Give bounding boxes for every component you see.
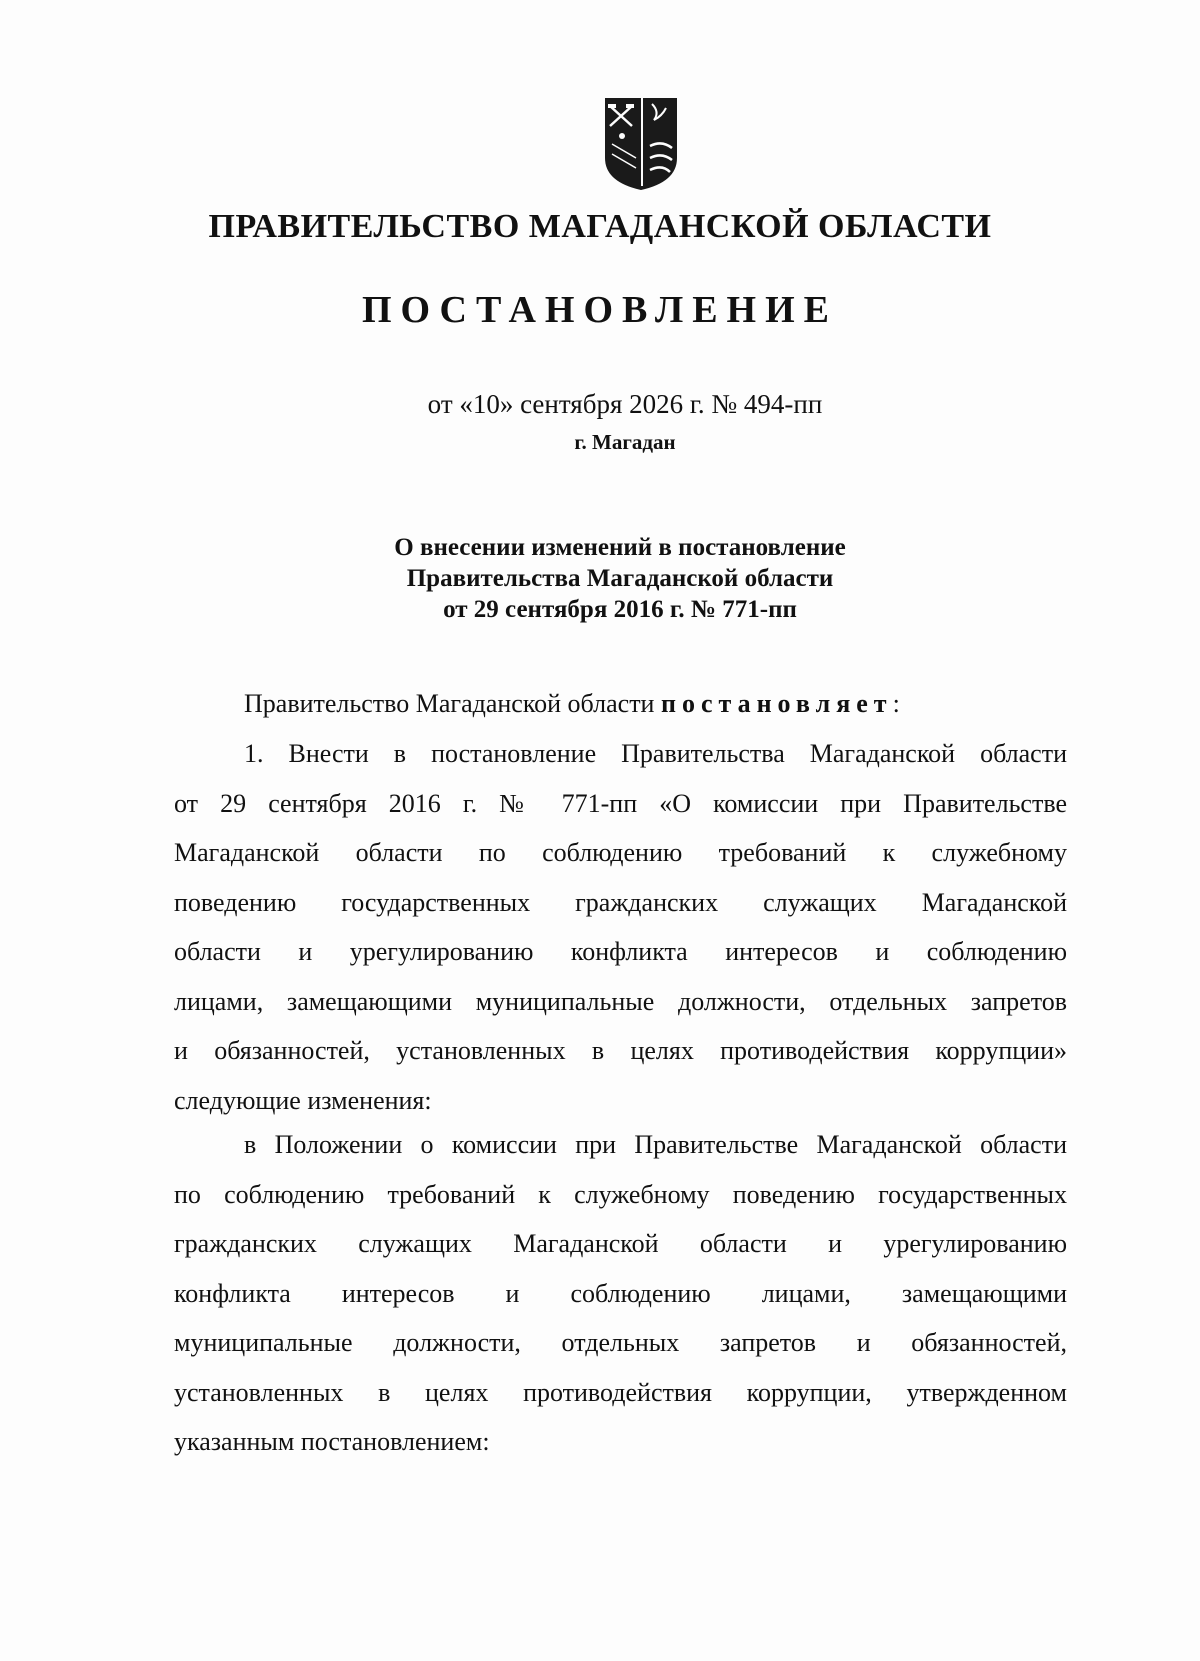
preamble	[244, 689, 900, 719]
paragraph-line: от 29 сентября 2016 г. № 771-пп «О комиссии при Правительстве	[174, 788, 1067, 818]
document-type-heading: ПОСТАНОВЛЕНИЕ	[361, 289, 839, 331]
subject-line: Правительства Магаданской области	[406, 565, 834, 592]
paragraph-2	[174, 1120, 1067, 1467]
paragraph-line: гражданских служащих Магаданской области и урегулированию	[174, 1229, 1067, 1258]
paragraph-line: 1. Внести в постановление Правительства Магаданской области	[244, 739, 1067, 768]
preamble-end: :	[892, 689, 900, 718]
magadan-coat-of-arms-icon	[602, 96, 680, 192]
paragraph-line: лицами, замещающими муниципальные должности, отдельных запретов	[174, 986, 1067, 1016]
paragraph-line: в Положении о комиссии при Правительстве Магаданской области	[244, 1130, 1067, 1159]
preamble-verb: постановляет	[660, 689, 893, 718]
paragraph-line: по соблюдению требований к служебному поведению государственных	[174, 1179, 1067, 1209]
paragraph-line: области и урегулированию конфликта интересов и соблюдению	[174, 937, 1067, 966]
paragraph-line: и обязанностей, установленных в целях противодействия коррупции»	[174, 1036, 1067, 1065]
paragraph-line: установленных в целях противодействия коррупции, утвержденном	[174, 1377, 1067, 1407]
paragraph-line: Магаданской области по соблюдению требований к служебному	[174, 838, 1067, 867]
document-subject	[0, 532, 1200, 625]
paragraph-line: поведению государственных гражданских служащих Магаданской	[174, 887, 1067, 917]
preamble-text: Правительство Магаданской области	[244, 689, 661, 718]
paragraph-line: следующие изменения:	[174, 1085, 432, 1115]
subject-line: от 29 сентября 2016 г. № 771-пп	[443, 596, 797, 623]
document-city: г. Магадан	[574, 430, 676, 454]
subject-line: О внесении изменений в постановление	[394, 534, 846, 561]
paragraph-line: муниципальные должности, отдельных запретов и обязанностей,	[174, 1328, 1067, 1357]
document-date-number: от «10» сентября 2026 г. № 494-пп	[427, 389, 823, 419]
organization-title: ПРАВИТЕЛЬСТВО МАГАДАНСКОЙ ОБЛАСТИ	[208, 208, 992, 245]
paragraph-line: указанным постановлением:	[174, 1427, 490, 1456]
paragraph-line: конфликта интересов и соблюдению лицами, замещающими	[174, 1278, 1067, 1308]
paragraph-1	[174, 729, 1067, 1125]
